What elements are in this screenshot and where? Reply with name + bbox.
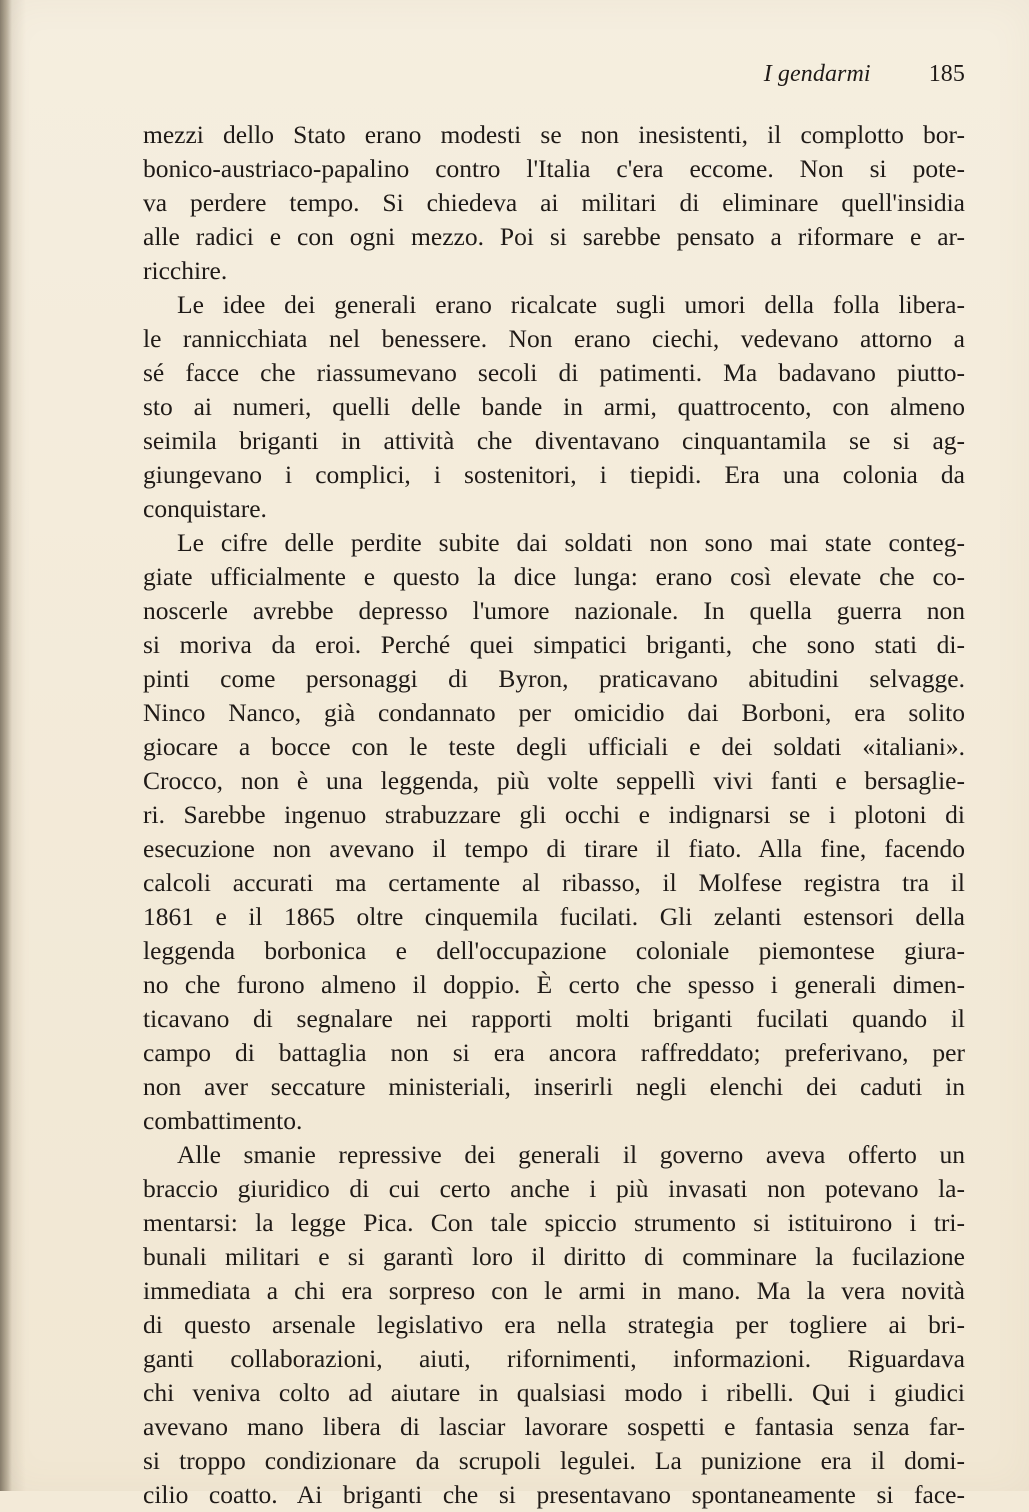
paragraph-start-line: Alle smanie repressive dei generali il governo aveva offerto un	[177, 1140, 965, 1169]
text-line: Crocco, non è una leggenda, più volte seppellì vivi fanti e bersaglie-	[143, 766, 965, 795]
text-line: noscerle avrebbe depresso l'umore nazionale. In quella guerra non	[143, 596, 965, 625]
text-line: conquistare.	[143, 494, 267, 523]
text-line: giungevano i complici, i sostenitori, i tiepidi. Era una colonia da	[143, 460, 965, 489]
text-line: non aver seccature ministeriali, inserirli negli elenchi dei caduti in	[143, 1072, 965, 1101]
text-line: si troppo condizionare da scrupoli legulei. La punizione era il domi-	[143, 1446, 965, 1475]
text-line: giate ufficialmente e questo la dice lunga: erano così elevate che co-	[143, 562, 965, 591]
text-line: sé facce che riassumevano secoli di patimenti. Ma badavano piutto-	[143, 358, 965, 387]
text-line: immediata a chi era sorpreso con le armi in mano. Ma la vera novità	[143, 1276, 965, 1305]
text-line: seimila briganti in attività che diventavano cinquantamila se si ag-	[143, 426, 965, 455]
text-line: Ninco Nanco, già condannato per omicidio dai Borboni, era solito	[143, 698, 965, 727]
text-line: di questo arsenale legislativo era nella strategia per togliere ai bri-	[143, 1310, 965, 1339]
text-line: campo di battaglia non si era ancora raffreddato; preferivano, per	[143, 1038, 965, 1067]
running-title: I gendarmi	[763, 61, 871, 87]
text-line: pinti come personaggi di Byron, praticavano abitudini selvagge.	[143, 664, 965, 693]
text-line: no che furono almeno il doppio. È certo che spesso i generali dimen-	[143, 970, 965, 999]
running-head	[735, 56, 965, 92]
text-line: chi veniva colto ad aiutare in qualsiasi modo i ribelli. Qui i giudici	[143, 1378, 965, 1407]
text-line: va perdere tempo. Si chiedeva ai militari di eliminare quell'insidia	[143, 188, 965, 217]
text-line: si moriva da eroi. Perché quei simpatici briganti, che sono stati di-	[143, 630, 965, 659]
text-line: bonico-austriaco-papalino contro l'Italia c'era eccome. Non si pote-	[143, 154, 965, 183]
text-line: le rannicchiata nel benessere. Non erano ciechi, vedevano attorno a	[143, 324, 965, 353]
text-line: giocare a bocce con le teste degli ufficiali e dei soldati «italiani».	[143, 732, 965, 761]
text-line: ricchire.	[143, 256, 228, 285]
text-line: ganti collaborazioni, aiuti, rifornimenti, informazioni. Riguardava	[143, 1344, 965, 1373]
text-line: alle radici e con ogni mezzo. Poi si sarebbe pensato a riformare e ar-	[143, 222, 965, 251]
text-line: avevano mano libera di lasciar lavorare sospetti e fantasia senza far-	[143, 1412, 965, 1441]
paragraph-start-line: Le idee dei generali erano ricalcate sugli umori della folla libera-	[177, 290, 965, 319]
text-line: cilio coatto. Ai briganti che si presentavano spontaneamente si face-	[143, 1480, 965, 1509]
page-number: 185	[928, 61, 965, 87]
text-line: combattimento.	[143, 1106, 303, 1135]
page-binding-shadow	[0, 0, 12, 1491]
text-line: 1861 e il 1865 oltre cinquemila fucilati. Gli zelanti estensori della	[143, 902, 965, 931]
text-line: braccio giuridico di cui certo anche i più invasati non potevano la-	[143, 1174, 965, 1203]
text-line: ticavano di segnalare nei rapporti molti briganti fucilati quando il	[143, 1004, 965, 1033]
text-line: mezzi dello Stato erano modesti se non inesistenti, il complotto bor-	[143, 120, 965, 149]
text-line: mentarsi: la legge Pica. Con tale spiccio strumento si istituirono i tri-	[143, 1208, 965, 1237]
text-line: esecuzione non avevano il tempo di tirare il fiato. Alla fine, facendo	[143, 834, 965, 863]
text-line: leggenda borbonica e dell'occupazione coloniale piemontese giura-	[143, 936, 965, 965]
text-line: calcoli accurati ma certamente al ribasso, il Molfese registra tra il	[143, 868, 965, 897]
text-line: bunali militari e si garantì loro il diritto di comminare la fucilazione	[143, 1242, 965, 1271]
text-line: ri. Sarebbe ingenuo strabuzzare gli occhi e indignarsi se i plotoni di	[143, 800, 965, 829]
text-line: sto ai numeri, quelli delle bande in armi, quattrocento, con almeno	[143, 392, 965, 421]
paragraph-start-line: Le cifre delle perdite subite dai soldati non sono mai state conteg-	[177, 528, 965, 557]
